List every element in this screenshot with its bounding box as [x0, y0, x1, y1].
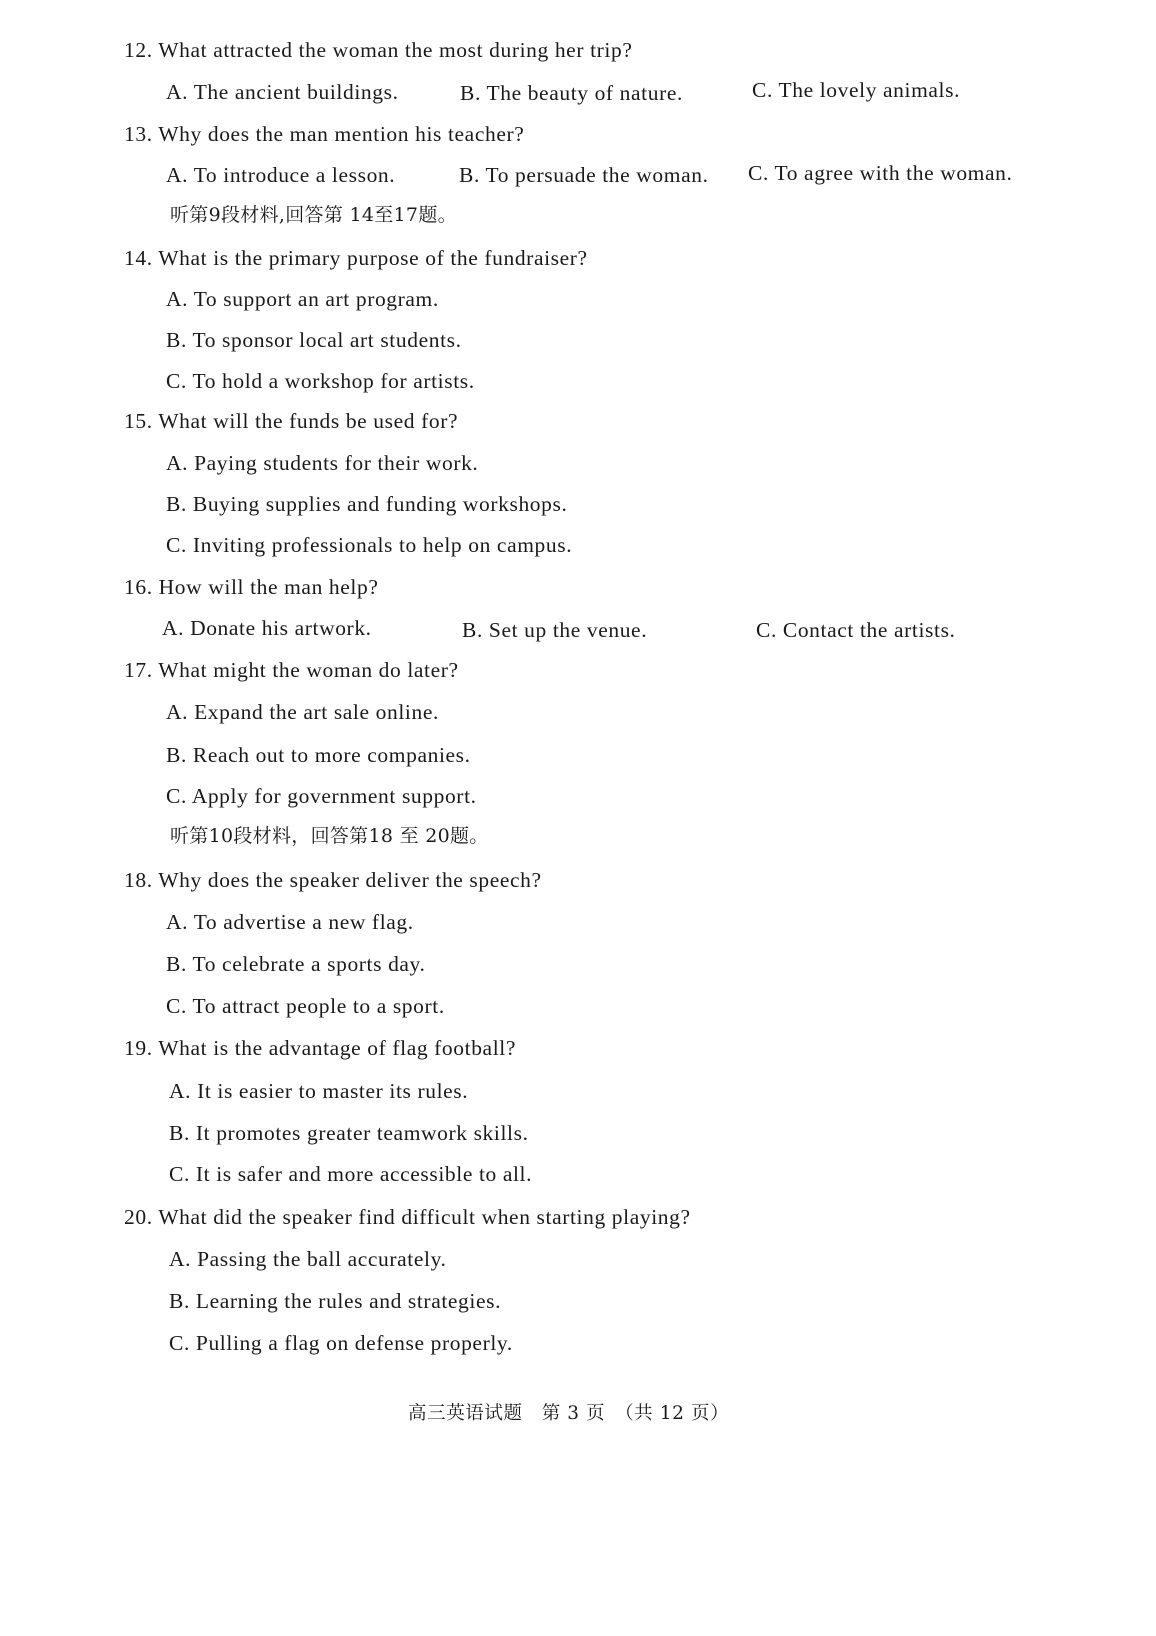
option-14-c: C. To hold a workshop for artists.	[166, 369, 475, 393]
option-18-c: C. To attract people to a sport.	[166, 994, 445, 1018]
question-text: What might the woman do later?	[158, 658, 459, 682]
option-18-a: A. To advertise a new flag.	[166, 910, 414, 934]
question-16	[124, 573, 378, 601]
option-13-b: B. To persuade the woman.	[459, 163, 709, 187]
question-number: 18.	[124, 868, 153, 892]
question-number: 12.	[124, 38, 153, 62]
question-text: Why does the man mention his teacher?	[158, 122, 525, 146]
question-number: 14.	[124, 246, 153, 270]
question-17	[124, 656, 459, 684]
question-number: 13.	[124, 122, 153, 146]
option-20-c: C. Pulling a flag on defense properly.	[169, 1331, 513, 1355]
option-16-b: B. Set up the venue.	[462, 618, 648, 642]
option-12-c: C. The lovely animals.	[752, 78, 961, 102]
question-14	[124, 244, 588, 272]
option-15-a: A. Paying students for their work.	[166, 451, 479, 475]
question-19	[124, 1034, 516, 1062]
question-20	[124, 1203, 691, 1231]
question-12	[124, 36, 632, 64]
option-16-a: A. Donate his artwork.	[162, 616, 372, 640]
question-text: What did the speaker find difficult when starting playing?	[158, 1205, 691, 1229]
option-14-b: B. To sponsor local art students.	[166, 328, 462, 352]
option-16-c: C. Contact the artists.	[756, 618, 956, 642]
question-number: 17.	[124, 658, 153, 682]
question-15	[124, 407, 458, 435]
option-17-c: C. Apply for government support.	[166, 784, 477, 808]
option-15-b: B. Buying supplies and funding workshops.	[166, 492, 568, 516]
option-12-b: B. The beauty of nature.	[460, 81, 683, 105]
question-text: What is the advantage of flag football?	[158, 1036, 516, 1060]
option-14-a: A. To support an art program.	[166, 287, 439, 311]
option-17-b: B. Reach out to more companies.	[166, 743, 471, 767]
question-number: 16.	[124, 575, 153, 599]
question-text: Why does the speaker deliver the speech?	[158, 868, 542, 892]
question-13	[124, 120, 524, 148]
option-19-a: A. It is easier to master its rules.	[169, 1079, 469, 1103]
option-12-a: A. The ancient buildings.	[166, 80, 399, 104]
page-footer: 高三英语试题 第 3 页 （共 12 页）	[408, 1403, 730, 1424]
section-instruction: 听第9段材料,回答第 14至17题。	[170, 204, 457, 226]
question-number: 19.	[124, 1036, 153, 1060]
option-20-b: B. Learning the rules and strategies.	[169, 1289, 502, 1313]
option-15-c: C. Inviting professionals to help on campus.	[166, 533, 573, 557]
option-19-c: C. It is safer and more accessible to all.	[169, 1162, 533, 1186]
option-19-b: B. It promotes greater teamwork skills.	[169, 1121, 529, 1145]
question-text: What attracted the woman the most during her trip?	[158, 38, 633, 62]
option-18-b: B. To celebrate a sports day.	[166, 952, 426, 976]
question-number: 20.	[124, 1205, 153, 1229]
option-20-a: A. Passing the ball accurately.	[169, 1247, 447, 1271]
question-text: What is the primary purpose of the fundraiser?	[158, 246, 588, 270]
option-13-c: C. To agree with the woman.	[748, 161, 1013, 185]
section-instruction: 听第10段材料，回答第18 至 20题。	[170, 825, 489, 847]
option-13-a: A. To introduce a lesson.	[166, 163, 396, 187]
question-text: What will the funds be used for?	[158, 409, 459, 433]
question-text: How will the man help?	[158, 575, 379, 599]
question-18	[124, 866, 542, 894]
option-17-a: A. Expand the art sale online.	[166, 700, 439, 724]
question-number: 15.	[124, 409, 153, 433]
